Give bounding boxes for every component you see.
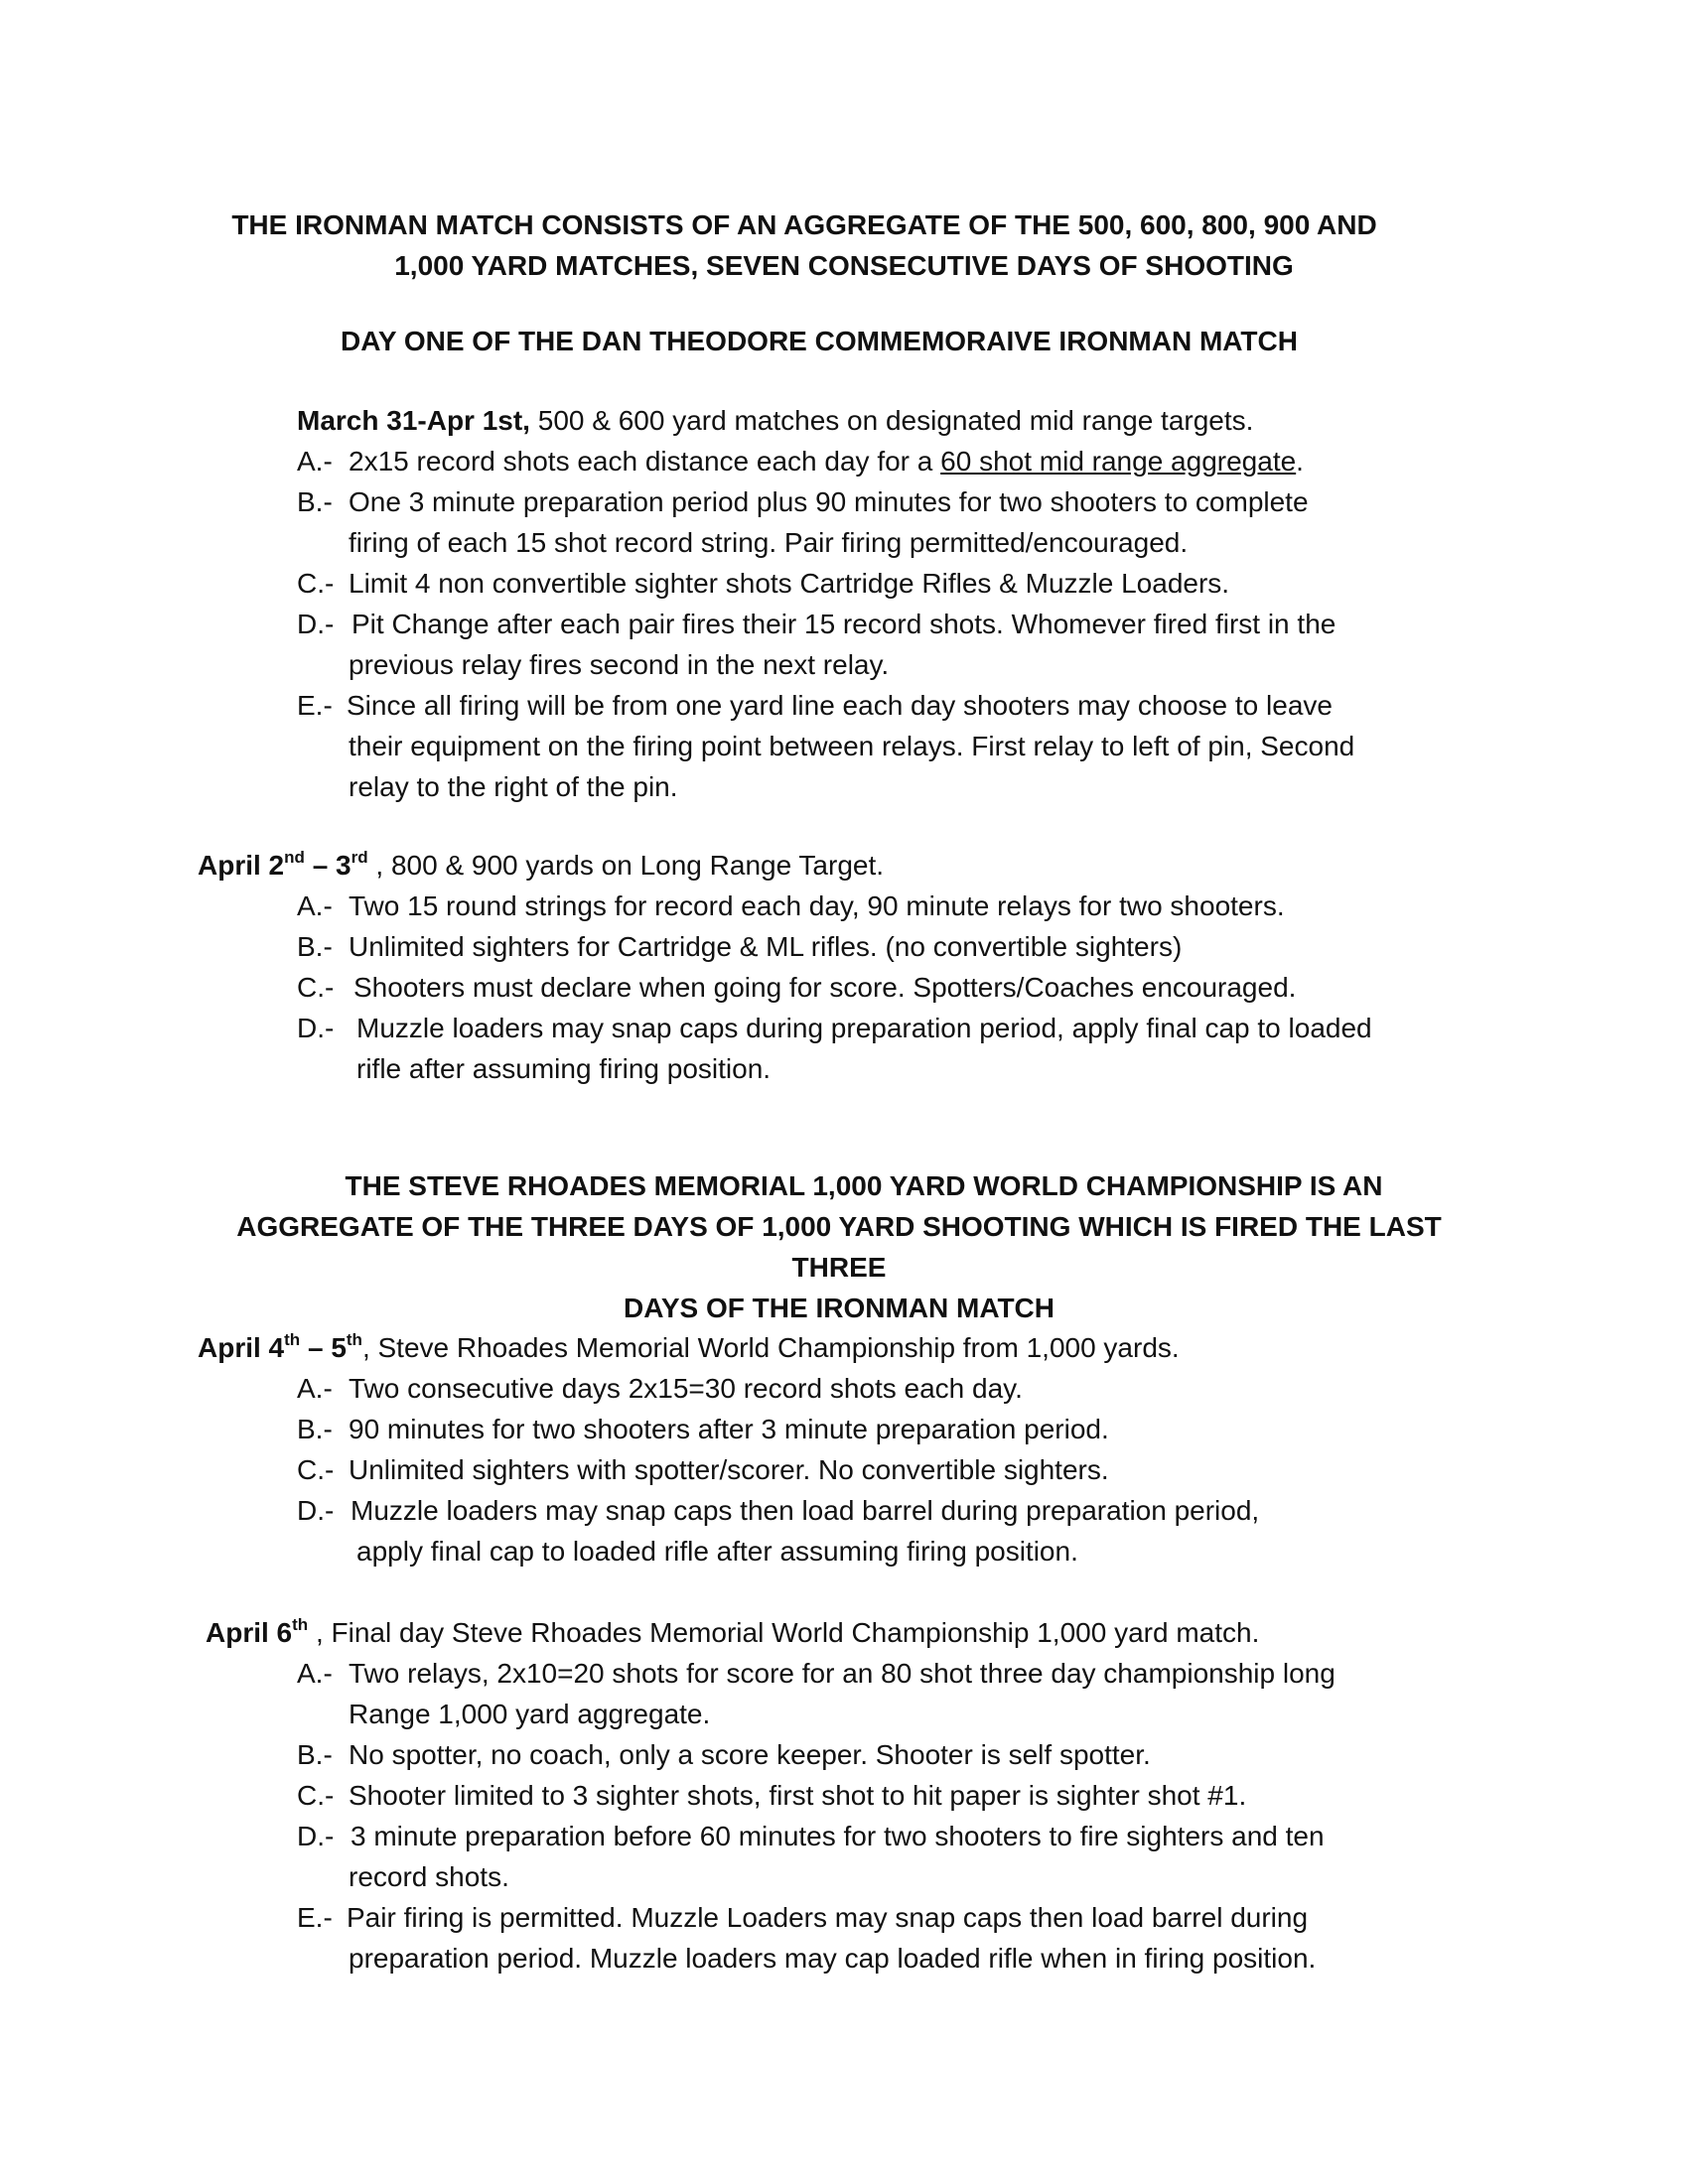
- item-line: Unlimited sighters with spotter/scorer. No convertible sighters.: [349, 1454, 1109, 1485]
- item-line: Pit Change after each pair fires their 15 record shots. Whomever fired first in the: [352, 609, 1336, 639]
- item-line: Pair firing is permitted. Muzzle Loaders may snap caps then load barrel during: [347, 1902, 1309, 1933]
- item-letter: A.-: [297, 1373, 333, 1404]
- item-line: Two 15 round strings for record each day, 90 minute relays for two shooters.: [349, 890, 1285, 921]
- underlined-text: 60 shot mid range aggregate: [940, 446, 1297, 477]
- item-line: Muzzle loaders may snap caps during preparation period, apply final cap to loaded: [356, 1013, 1372, 1043]
- item-line: Since all firing will be from one yard line each day shooters may choose to leave: [347, 690, 1333, 721]
- heading-line: 1,000 YARD MATCHES, SEVEN CONSECUTIVE DAYS OF SHOOTING: [394, 250, 1294, 281]
- item-line: No spotter, no coach, only a score keeper. Shooter is self spotter.: [349, 1739, 1151, 1770]
- date-suffix: th: [284, 1330, 301, 1349]
- date-part: – 5: [300, 1332, 347, 1363]
- item-line: Two consecutive days 2x15=30 record shots each day.: [349, 1373, 1023, 1404]
- section2-description: , 800 & 900 yards on Long Range Target.: [367, 850, 885, 881]
- item-letter: A.-: [297, 1658, 333, 1689]
- item-letter: D.-: [297, 1495, 335, 1526]
- item-line: firing of each 15 shot record string. Pair firing permitted/encouraged.: [349, 527, 1189, 558]
- section2-date: [198, 850, 368, 881]
- item-letter: C.-: [297, 568, 335, 599]
- item-letter: A.-: [297, 446, 333, 477]
- item-line: Limit 4 non convertible sighter shots Cartridge Rifles & Muzzle Loaders.: [349, 568, 1230, 599]
- item-text: [349, 441, 1304, 481]
- section1-date: March 31-Apr 1st,: [297, 405, 530, 436]
- item-letter: A.-: [297, 890, 333, 921]
- section4-date-line: [206, 1612, 1259, 1653]
- date-part: April 6: [206, 1617, 293, 1648]
- item-line: 90 minutes for two shooters after 3 minute preparation period.: [349, 1414, 1109, 1444]
- item-letter: B.-: [297, 931, 333, 962]
- section2-date-line: [198, 845, 884, 886]
- section3-date: [198, 1332, 362, 1363]
- section4-date: [206, 1617, 308, 1648]
- item-letter: C.-: [297, 972, 335, 1003]
- heading-line: DAY ONE OF THE DAN THEODORE COMMEMORAIVE IRONMAN MATCH: [341, 326, 1298, 356]
- heading-day-one: [199, 321, 1479, 361]
- section3-date-line: [198, 1327, 1180, 1368]
- item-line: Range 1,000 yard aggregate.: [349, 1699, 711, 1729]
- date-part: April 4: [198, 1332, 285, 1363]
- item-letter: E.-: [297, 690, 333, 721]
- item-line: Shooters must declare when going for score. Spotters/Coaches encouraged.: [353, 972, 1297, 1003]
- item-line: Two relays, 2x10=20 shots for score for an 80 shot three day championship long: [349, 1658, 1336, 1689]
- item-letter: D.-: [297, 609, 335, 639]
- item-letter: B.-: [297, 1739, 333, 1770]
- item-letter: D.-: [297, 1821, 335, 1851]
- date-part: April 2: [198, 850, 285, 881]
- heading-line: THE IRONMAN MATCH CONSISTS OF AN AGGREGATE OF THE 500, 600, 800, 900 AND: [231, 209, 1377, 240]
- item-line: preparation period. Muzzle loaders may cap loaded rifle when in firing position.: [349, 1943, 1317, 1974]
- item-line: 3 minute preparation before 60 minutes for two shooters to fire sighters and ten: [351, 1821, 1325, 1851]
- heading-ironman-aggregate: [199, 205, 1479, 286]
- item-line: their equipment on the firing point between relays. First relay to left of pin, Second: [349, 731, 1355, 761]
- date-suffix: rd: [351, 848, 368, 867]
- item-letter: B.-: [297, 486, 333, 517]
- item-line: apply final cap to loaded rifle after assuming firing position.: [356, 1536, 1078, 1567]
- heading-line: THE STEVE RHOADES MEMORIAL 1,000 YARD WORLD CHAMPIONSHIP IS AN: [345, 1170, 1383, 1201]
- item-line: Unlimited sighters for Cartridge & ML rifles. (no convertible sighters): [349, 931, 1183, 962]
- section3-description: , Steve Rhoades Memorial World Championship from 1,000 yards.: [361, 1332, 1180, 1363]
- item-line: Muzzle loaders may snap caps then load barrel during preparation period,: [351, 1495, 1260, 1526]
- date-suffix: nd: [284, 848, 305, 867]
- item-letter: C.-: [297, 1780, 335, 1811]
- item-line: One 3 minute preparation period plus 90 minutes for two shooters to complete: [349, 486, 1309, 517]
- item-text-part: .: [1296, 446, 1304, 477]
- heading-world-championship: [199, 1165, 1479, 1328]
- item-letter: E.-: [297, 1902, 333, 1933]
- heading-line: AGGREGATE OF THE THREE DAYS OF 1,000 YARD SHOOTING WHICH IS FIRED THE LAST THREE: [236, 1211, 1442, 1283]
- item-letter: D.-: [297, 1013, 335, 1043]
- heading-line: DAYS OF THE IRONMAN MATCH: [624, 1293, 1055, 1323]
- section1-date-line: [297, 400, 1253, 441]
- item-line: record shots.: [349, 1861, 509, 1892]
- item-line: relay to the right of the pin.: [349, 771, 678, 802]
- date-suffix: th: [346, 1330, 362, 1349]
- item-letter: B.-: [297, 1414, 333, 1444]
- item-text-part: 2x15 record shots each distance each day for a: [349, 446, 941, 477]
- date-part: – 3: [304, 850, 352, 881]
- section1-description: 500 & 600 yard matches on designated mid range targets.: [529, 405, 1254, 436]
- item-line: previous relay fires second in the next relay.: [349, 649, 890, 680]
- item-line: Shooter limited to 3 sighter shots, first shot to hit paper is sighter shot #1.: [349, 1780, 1247, 1811]
- section4-description: , Final day Steve Rhoades Memorial World Championship 1,000 yard match.: [308, 1617, 1260, 1648]
- item-line: rifle after assuming firing position.: [356, 1053, 772, 1084]
- date-suffix: th: [292, 1615, 309, 1634]
- item-letter: C.-: [297, 1454, 335, 1485]
